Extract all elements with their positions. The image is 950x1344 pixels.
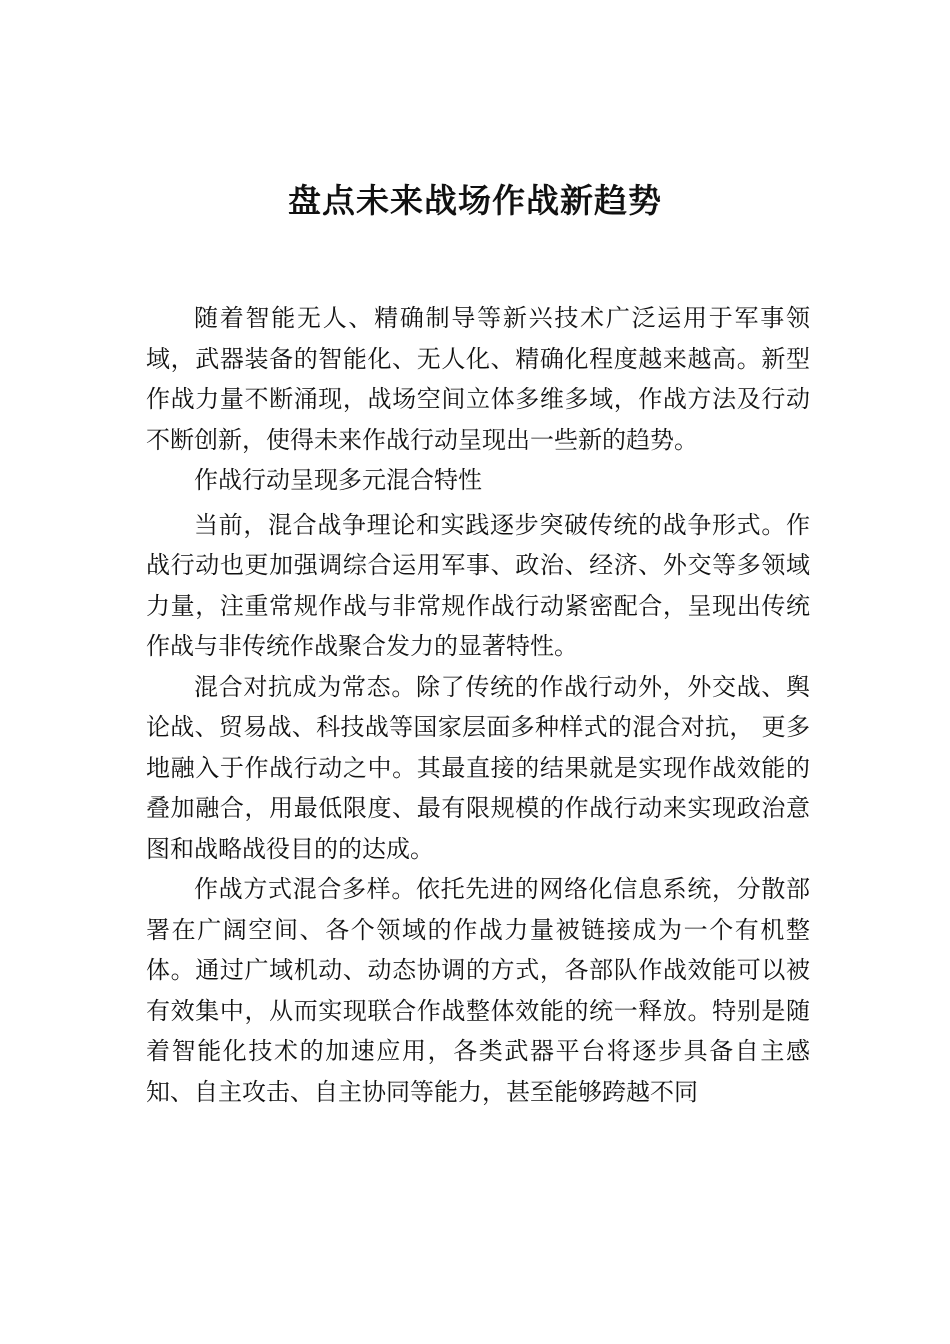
document-title: 盘点未来战场作战新趋势 — [288, 181, 662, 220]
section-heading: 作战行动呈现多元混合特性 — [194, 466, 482, 494]
paragraph-hybrid-theory: 当前，混合战争理论和实践逐步突破传统的战争形式。作战行动也更加强调综合运用军事、政治、经济、外交等多领域力量，注重常规作战与非常规作战行动紧密配合，呈现出传统作战与非传统作战聚合发力的显著特性。 — [146, 510, 810, 660]
paragraph-intro: 随着智能无人、精确制导等新兴技术广泛运用于军事领域，武器装备的智能化、无人化、精确化程度越来越高。新型作战力量不断涌现，战场空间立体多维多域，作战方法及行动不断创新，使得未来作战行动呈现出一些新的趋势。 — [146, 304, 810, 454]
document-body — [146, 298, 810, 1112]
paragraph-combat-methods: 作战方式混合多样。依托先进的网络化信息系统，分散部署在广阔空间、各个领域的作战力量被链接成为一个有机整体。通过广域机动、动态协调的方式，各部队作战效能可以被有效集中，从而实现联合作战整体效能的统一释放。特别是随着智能化技术的加速应用，各类武器平台将逐步具备自主感知、自主攻击、自主协同等能力，甚至能够跨越不同 — [146, 875, 810, 1106]
paragraph-hybrid-confrontation: 混合对抗成为常态。除了传统的作战行动外，外交战、舆论战、贸易战、科技战等国家层面多种样式的混合对抗， 更多地融入于作战行动之中。其最直接的结果就是实现作战效能的叠加融合，用最低限度、最有限规模的作战行动来实现政治意图和战略战役目的的达成。 — [146, 672, 810, 863]
